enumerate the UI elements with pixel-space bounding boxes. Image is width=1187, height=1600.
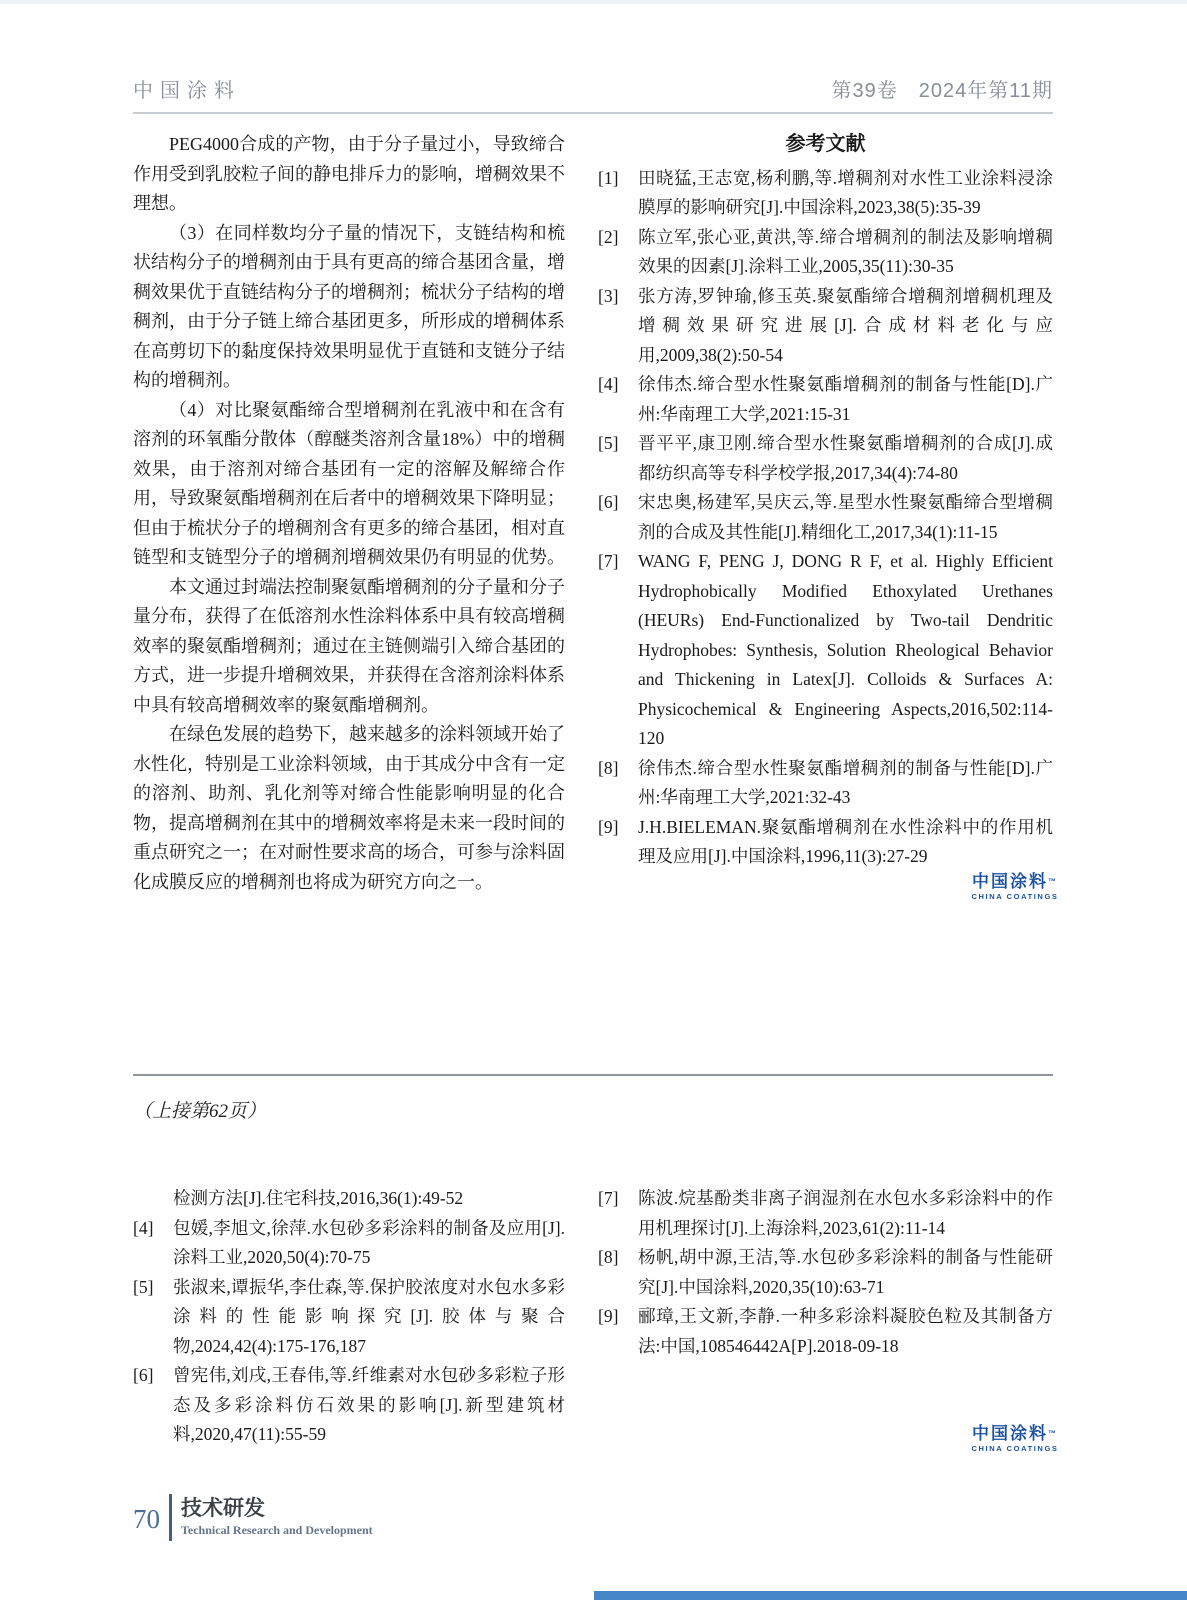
trademark-mark: ™ — [1048, 877, 1058, 886]
reference-text: 杨帆,胡中源,王洁,等.水包砂多彩涂料的制备与性能研究[J].中国涂料,2020,35(10):63-71 — [638, 1247, 1053, 1297]
reference-item — [598, 1184, 1053, 1243]
reference-item — [598, 370, 1053, 429]
article-paragraph: 在绿色发展的趋势下，越来越多的涂料领域开始了水性化，特别是工业涂料领域，由于其成分中含有一定的溶剂、助剂、乳化剂等对缔合性能影响明显的化合物，提高增稠剂在其中的增稠效率将是未来一段时间的重点研究之一；在对耐性要求高的场合，可参与涂料固化成膜反应的增稠剂也将成为研究方向之一。 — [133, 724, 565, 892]
reference-number: [2] — [598, 226, 619, 247]
reference-text: 徐伟杰.缔合型水性聚氨酯增稠剂的制备与性能[D].广州:华南理工大学,2021:15-31 — [638, 374, 1053, 424]
reference-text: 张淑来,谭振华,李仕森,等.保护胶浓度对水包水多彩涂料的性能影响探究[J].胶体与聚合物,2024,42(4):175-176,187 — [173, 1276, 565, 1356]
reference-number: [8] — [598, 757, 619, 778]
reference-text: 陈立军,张心亚,黄洪,等.缔合增稠剂的制法及影响增稠效果的因素[J].涂料工业,2005,35(11):30-35 — [638, 226, 1053, 276]
brand-logo-lower — [960, 1424, 1070, 1454]
main-columns — [133, 130, 1053, 897]
brand-logo-cn: 中国涂料™ — [972, 1424, 1058, 1443]
reference-text: 徐伟杰.缔合型水性聚氨酯增稠剂的制备与性能[D].广州:华南理工大学,2021:32-43 — [638, 757, 1053, 807]
references-heading: 参考文献 — [785, 133, 866, 155]
reference-item — [598, 223, 1053, 282]
reference-number: [4] — [133, 1217, 154, 1238]
issue-info: 第39卷 2024年第11期 — [831, 80, 1053, 102]
reference-text: 检测方法[J].住宅科技,2016,36(1):49-52 — [173, 1188, 464, 1208]
section-divider — [133, 1074, 1053, 1076]
continuation-right-column — [598, 1184, 1053, 1450]
reference-number: [4] — [598, 374, 619, 394]
reference-item — [598, 813, 1053, 872]
article-paragraph: （3）在同样数均分子量的情况下，支链结构和梳状结构分子的增稠剂由于具有更高的缔合基团含量，增稠效果优于直链结构分子的增稠剂；梳状分子结构的增稠剂，由于分子链上缔合基团更多，所形成的增稠体系在高剪切下的黏度保持效果明显优于直链和支链分子结构的增稠剂。 — [133, 222, 565, 390]
continuation-columns — [133, 1184, 1053, 1450]
brand-logo-cn: 中国涂料™ — [972, 872, 1058, 891]
reference-text: 宋忠奥,杨建军,吴庆云,等.星型水性聚氨酯缔合型增稠剂的合成及其性能[J].精细化工,2017,34(1):11-15 — [638, 492, 1053, 542]
footer-section-subtitle: Technical Research and Development — [181, 1523, 373, 1537]
page-top-edge — [0, 0, 1187, 4]
page-number: 70 — [133, 1504, 160, 1534]
article-column — [133, 130, 565, 897]
reference-text: 晋平平,康卫刚.缔合型水性聚氨酯增稠剂的合成[J].成都纺织高等专科学校学报,2017,34(4):74-80 — [638, 433, 1053, 483]
reference-item — [598, 1302, 1053, 1361]
reference-item — [598, 547, 1053, 754]
article-paragraph: （4）对比聚氨酯缔合型增稠剂在乳液中和在含有溶剂的环氧酯分散体（醇醚类溶剂含量18%）中的增稠效果，由于溶剂对缔合基团有一定的溶解及解缔合作用，导致聚氨酯增稠剂在后者中的增稠效果下降明显；但由于梳状分子的增稠剂含有更多的缔合基团，相对直链型和支链型分子的增稠剂增稠效果仍有明显的优势。 — [133, 399, 565, 567]
footer-section — [181, 1494, 373, 1541]
reference-item — [133, 1214, 565, 1273]
journal-name: 中国涂料 — [133, 80, 241, 102]
reference-number: [9] — [598, 1306, 619, 1326]
footer-divider-bar — [169, 1494, 172, 1541]
reference-item — [133, 1184, 565, 1214]
reference-item — [598, 1243, 1053, 1302]
page-bottom-accent-strip — [594, 1591, 1187, 1600]
page-footer — [133, 1494, 373, 1541]
reference-text: 陈波.烷基酚类非离子润湿剂在水包水多彩涂料中的作用机理探讨[J].上海涂料,2023,61(2):11-14 — [638, 1188, 1053, 1238]
reference-text: 曾宪伟,刘戌,王春伟,等.纤维素对水包砂多彩粒子形态及多彩涂料仿石效果的影响[J].新型建筑材料,2020,47(11):55-59 — [173, 1365, 565, 1444]
reference-text: J.H.BIELEMAN.聚氨酯增稠剂在水性涂料中的作用机理及应用[J].中国涂料,1996,11(3):27-29 — [638, 816, 1053, 866]
reference-number: [9] — [598, 816, 619, 837]
article-paragraph: 本文通过封端法控制聚氨酯增稠剂的分子量和分子量分布，获得了在低溶剂水性涂料体系中具有较高增稠效率的聚氨酯增稠剂；通过在主链侧端引入缔合基团的方式，进一步提升增稠效果，并获得在含溶剂涂料体系中具有较高增稠效率的聚氨酯增稠剂。 — [133, 576, 565, 715]
reference-text: WANG F, PENG J, DONG R F, et al. Highly Efficient Hydrophobically Modified Ethoxylated Urethanes (HEURs) End-Functionalized by Two-tail Dendritic Hydrophobes: Synthesis, Solution Rheological Behavior and Thickening in Latex[J]. Colloids & Surfaces A: Physicochemical & Engineering Aspects,2016,502:114-120 — [638, 551, 1053, 748]
brand-logo-en: CHINA COATINGS — [971, 892, 1059, 901]
continuation-left-column — [133, 1184, 565, 1450]
reference-text: 郦璋,王文新,李静.一种多彩涂料凝胶色粒及其制备方法:中国,108546442A[P].2018-09-18 — [638, 1306, 1053, 1356]
reference-number: [5] — [133, 1276, 154, 1297]
reference-item — [598, 488, 1053, 547]
reference-text: 张方涛,罗钟瑜,修玉英.聚氨酯缔合增稠剂增稠机理及增稠效果研究进展[J].合成材料老化与应用,2009,38(2):50-54 — [638, 285, 1053, 365]
brand-logo-upper — [960, 872, 1070, 902]
reference-item — [598, 164, 1053, 223]
reference-item — [598, 282, 1053, 371]
brand-logo-en: CHINA COATINGS — [971, 1444, 1059, 1453]
reference-item — [598, 429, 1053, 488]
reference-item — [598, 754, 1053, 813]
reference-number: [5] — [598, 433, 619, 453]
reference-text: 田晓猛,王志宽,杨利鹏,等.增稠剂对水性工业涂料浸涂膜厚的影响研究[J].中国涂料,2023,38(5):35-39 — [638, 167, 1053, 217]
reference-item — [133, 1361, 565, 1450]
reference-number: [7] — [598, 1188, 619, 1208]
article-paragraph: PEG4000合成的产物，由于分子量过小，导致缔合作用受到乳胶粒子间的静电排斥力的影响，增稠效果不理想。 — [133, 134, 565, 213]
reference-text: 包媛,李旭文,徐萍.水包砂多彩涂料的制备及应用[J].涂料工业,2020,50(4):70-75 — [173, 1217, 565, 1267]
trademark-mark: ™ — [1048, 1429, 1058, 1438]
references-column — [598, 130, 1053, 897]
reference-number: [6] — [133, 1365, 154, 1385]
footer-section-title: 技术研发 — [181, 1497, 265, 1520]
page-header — [133, 74, 1053, 114]
reference-item — [133, 1273, 565, 1362]
reference-number — [133, 1184, 173, 1214]
reference-number: [6] — [598, 492, 619, 512]
reference-number: [7] — [598, 551, 619, 571]
reference-number: [1] — [598, 167, 619, 188]
continuation-note: （上接第62页） — [133, 1101, 267, 1122]
reference-number: [8] — [598, 1247, 619, 1267]
references-list — [598, 164, 1053, 872]
reference-number: [3] — [598, 285, 619, 306]
